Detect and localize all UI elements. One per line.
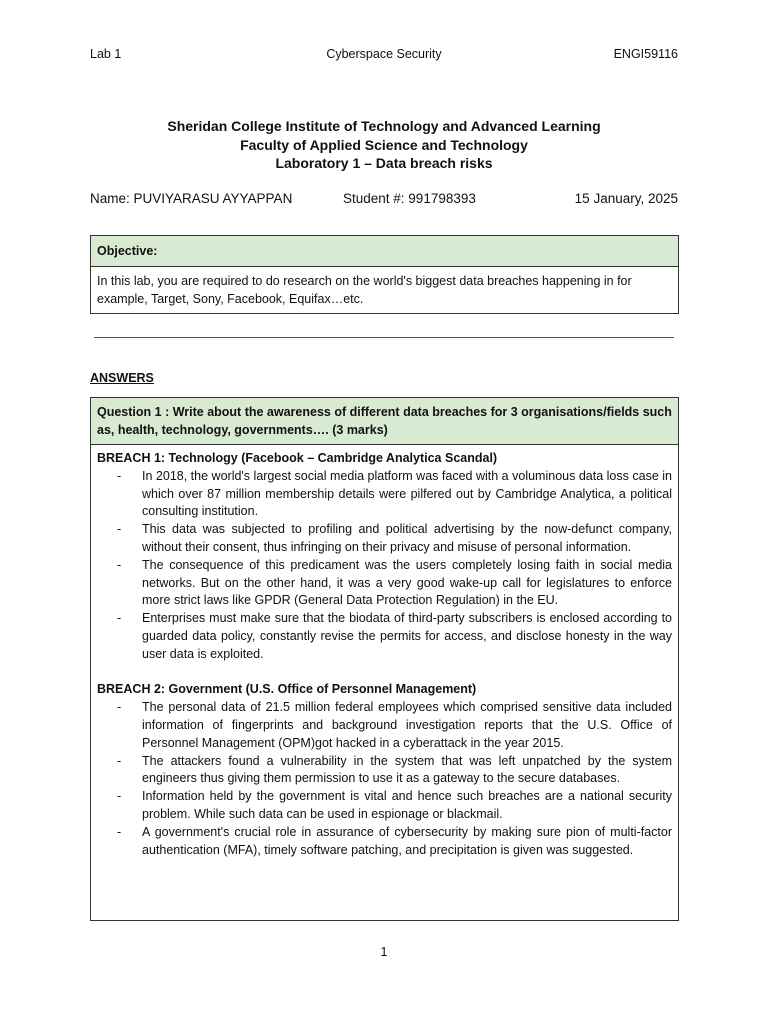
student-info — [90, 191, 678, 211]
list-item: - Information held by the government is vital and hence such breaches are a national security problem. While such data can be used in espionage or blackmail. — [97, 788, 672, 824]
breach-2-title: BREACH 2: Government (U.S. Office of Personnel Management) — [97, 682, 477, 697]
student-number: Student #: 991798393 — [343, 191, 476, 206]
header-right: ENGI59116 — [613, 47, 678, 61]
question1-heading: Question 1 : Write about the awareness of different data breaches for 3 organisations/fields such as, health, technology, governments…. (3 marks) — [91, 398, 678, 445]
list-item: - This data was subjected to profiling and political advertising by the now-defunct company, without their consent, thus infringing on their privacy and misuse of personal information. — [97, 521, 672, 557]
question1-answer — [91, 445, 678, 859]
list-item: - The attackers found a vulnerability in the system that was left unpatched by the system engineers thus giving them permission to use it as a gateway to the secure databases. — [97, 753, 672, 789]
list-item: - The consequence of this predicament was the users completely losing faith in social media networks. But on the other hand, it was a very good wake-up call for legislatures to enforce more strict laws like GPDR (General Data Protection Regulation) in the EU. — [97, 557, 672, 610]
student-name: Name: PUVIYARASU AYYAPPAN — [90, 191, 293, 206]
objective-box — [90, 235, 679, 314]
objective-heading: Objective: — [91, 236, 678, 267]
page-header — [90, 47, 678, 65]
breach-1-list — [97, 468, 672, 664]
answers-label: ANSWERS — [90, 371, 154, 385]
header-left: Lab 1 — [90, 47, 122, 61]
document-titles — [90, 117, 678, 173]
question1-box — [90, 397, 679, 921]
breach-2-list — [97, 699, 672, 859]
objective-text: In this lab, you are required to do research on the world's biggest data breaches happening in for example, Target, Sony, Facebook, Equifax…etc. — [91, 267, 678, 314]
document-date: 15 January, 2025 — [574, 191, 678, 206]
header-center: Cyberspace Security — [326, 47, 442, 61]
list-item: - Enterprises must make sure that the biodata of third-party subscribers is enclosed according to guarded data policy, constantly revise the permits for access, and disclose honesty in the way user data is exploited. — [97, 610, 672, 663]
title-institution: Sheridan College Institute of Technology and Advanced Learning — [167, 118, 601, 134]
horizontal-divider — [94, 337, 674, 338]
list-item: - A government's crucial role in assurance of cybersecurity by making sure pion of multi-factor authentication (MFA), timely software patching, and precipitation is given was suggested. — [97, 824, 672, 860]
list-item: - In 2018, the world's largest social media platform was faced with a voluminous data loss case in which over 87 million membership details were pilfered out by Cambridge Analytica, a political consulting institution. — [97, 468, 672, 521]
list-item: - The personal data of 21.5 million federal employees which comprised sensitive data included information of fingerprints and background investigation reports that the U.S. Office of Personnel Management (OPM)got hacked in a cyberattack in the year 2015. — [97, 699, 672, 752]
title-lab: Laboratory 1 – Data breach risks — [275, 155, 493, 171]
title-faculty: Faculty of Applied Science and Technology — [240, 136, 528, 153]
page-number: 1 — [380, 945, 388, 959]
breach-1-title: BREACH 1: Technology (Facebook – Cambridge Analytica Scandal) — [97, 451, 498, 465]
